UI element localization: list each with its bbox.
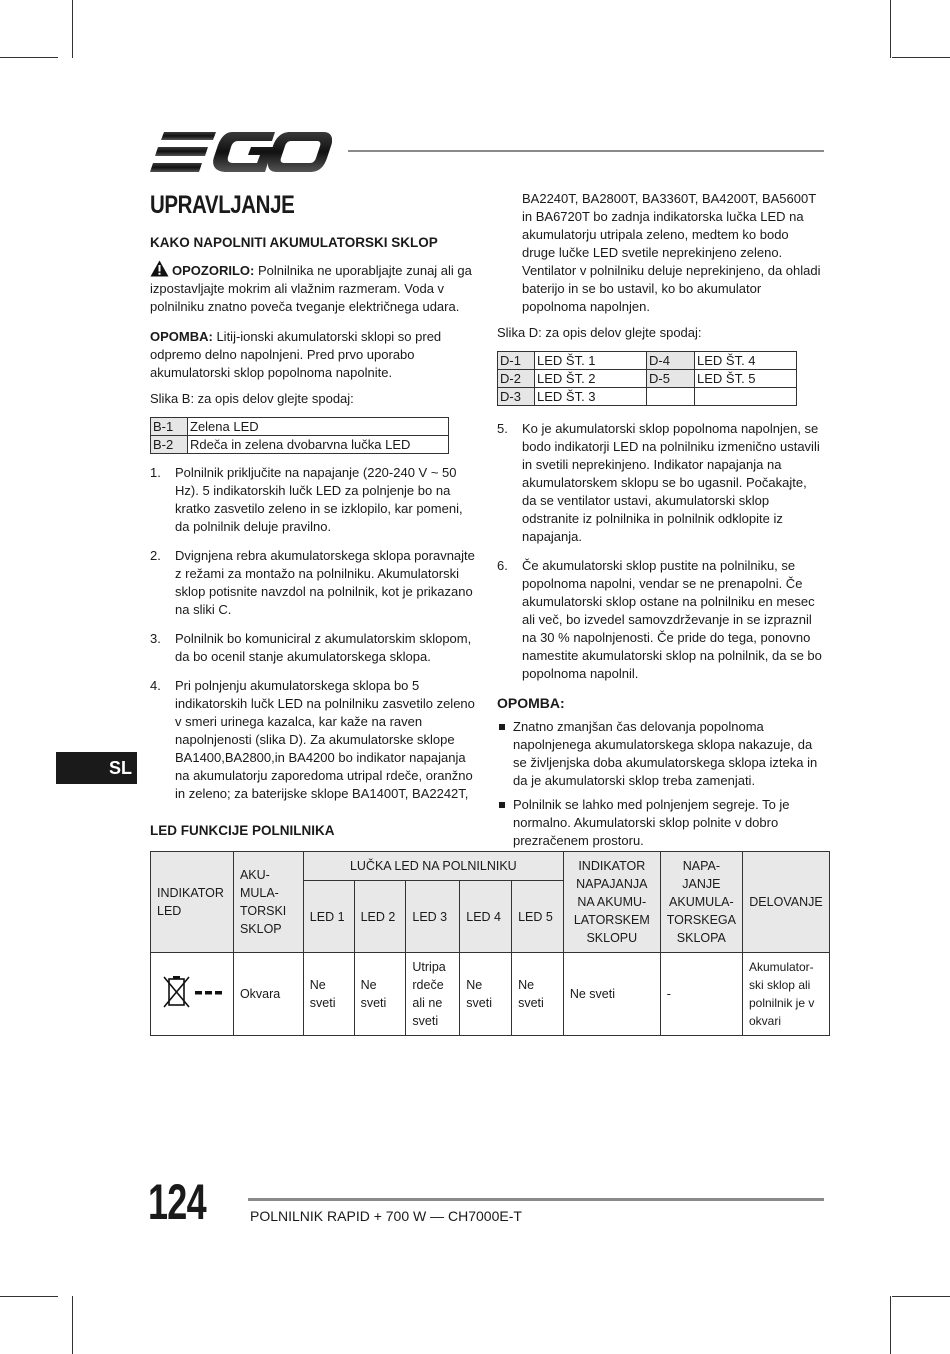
indicator-cell xyxy=(151,953,234,1036)
step-text: Dvignjena rebra akumulatorskega sklopa poravnajte z režami za montažo na polnilniku. Akumulatorski sklop potisnite navzdol na polnilnik, kot je prikazano na sliki C. xyxy=(175,548,475,617)
part-code: D-3 xyxy=(498,388,535,406)
table-row xyxy=(498,370,797,388)
step-text: Polnilnik bo komuniciral z akumulatorskim sklopom, da bo ocenil stanje akumulatorskega sklopa. xyxy=(175,631,472,664)
led2-status: Ne sveti xyxy=(354,953,406,1036)
figure-d-table xyxy=(497,351,797,406)
right-column xyxy=(497,190,822,856)
part-code: D-4 xyxy=(647,352,695,370)
list-item xyxy=(150,630,475,666)
ego-logo xyxy=(150,130,332,174)
part-code: B-2 xyxy=(151,436,188,454)
warning-paragraph xyxy=(150,260,475,316)
step-number: 6. xyxy=(497,558,508,573)
part-code xyxy=(647,388,695,406)
step-text: Polnilnik priključite na napajanje (220-240 V ~ 50 Hz). 5 indikatorskih lučk LED za polnjenje bo na kratko zasvetilo zeleno in se izklopilo, kar pomeni, da polnilnik deluje pravilno. xyxy=(175,465,463,534)
bullet-icon xyxy=(499,802,505,808)
crop-mark xyxy=(892,57,950,58)
power-indicator-status: Ne sveti xyxy=(563,953,660,1036)
table-row xyxy=(151,418,449,436)
warning-triangle-icon xyxy=(150,260,169,277)
list-item xyxy=(497,796,822,850)
part-description: LED ŠT. 4 xyxy=(695,352,797,370)
list-item xyxy=(497,718,822,790)
note-heading: OPOMBA: xyxy=(497,695,565,711)
header-indicator: INDIKATOR LED xyxy=(151,852,234,953)
step-text: Pri polnjenju akumulatorskega sklopa bo 5 indikatorskih lučk LED na polnilniku zasvetilo zeleno v smeri urinega kazalca, kar kaže na raven napolnjenosti (slika D). Za akumulatorske sklope BA1400,BA2800,in BA4200 bo indikator napajanja na akumulatorju zaporedoma utripal rdeče, oranžno in zeleno; za baterijske sklope BA1400T, BA2242T, xyxy=(175,678,475,801)
header-action: DELOVANJE xyxy=(742,852,829,953)
header-led4: LED 4 xyxy=(460,881,512,953)
table-header-row xyxy=(151,852,830,881)
list-item xyxy=(150,677,475,803)
header-power-indicator: INDIKATOR NAPAJANJA NA AKUMU- LATORSKEM SKLOPU xyxy=(563,852,660,953)
list-item xyxy=(150,464,475,536)
list-item xyxy=(150,547,475,619)
page-number: 124 xyxy=(148,1174,206,1230)
section-title: UPRAVLJANJE xyxy=(150,191,295,219)
table-row xyxy=(151,436,449,454)
battery-crossed-icon xyxy=(159,974,225,1010)
footer-text: POLNILNIK RAPID + 700 W — CH7000E-T xyxy=(250,1208,522,1224)
led4-status: Ne sveti xyxy=(460,953,512,1036)
header-supply: NAPA- JANJE AKUMULA- TORSKEGA SKLOPA xyxy=(660,852,742,953)
note-item-text: Polnilnik se lahko med polnjenjem segreje. To je normalno. Akumulatorski sklop polnite v dobro prezračenem prostoru. xyxy=(513,797,790,848)
warning-label: OPOZORILO: xyxy=(172,263,255,278)
part-code: D-5 xyxy=(647,370,695,388)
warning-text: Polnilnika ne uporabljajte zunaj ali ga izpostavljajte mokrim ali vlažnim razmeram. Voda v polnilniku znatno poveča tveganje električnega udara. xyxy=(150,263,472,314)
part-code: B-1 xyxy=(151,418,188,436)
figure-d-caption: Slika D: za opis delov glejte spodaj: xyxy=(497,325,702,340)
bullet-icon xyxy=(499,724,505,730)
crop-mark xyxy=(0,1296,58,1297)
led-table-title: LED FUNKCIJE POLNILNIKA xyxy=(150,823,335,838)
header-charger-leds: LUČKA LED NA POLNILNIKU xyxy=(303,852,563,881)
header-led5: LED 5 xyxy=(512,881,564,953)
part-description: LED ŠT. 2 xyxy=(535,370,647,388)
step-number: 1. xyxy=(150,465,161,480)
note-label: OPOMBA: xyxy=(150,329,213,344)
header-led1: LED 1 xyxy=(303,881,354,953)
note-item-text: Znatno zmanjšan čas delovanja popolnoma napolnjenega akumulatorskega sklopa nakazuje, da se življenjska doba akumulatorskega sklopa izteka in da je akumulatorski sklop treba zamenjati. xyxy=(513,719,818,788)
battery-status: Okvara xyxy=(233,953,303,1036)
step-number: 5. xyxy=(497,421,508,436)
action-text: Akumulator- ski sklop ali polnilnik je v okvari xyxy=(742,953,829,1036)
part-description: Zelena LED xyxy=(188,418,449,436)
crop-mark xyxy=(72,0,73,58)
steps-list-right xyxy=(497,420,822,683)
part-description: Rdeča in zelena dvobarvna lučka LED xyxy=(188,436,449,454)
step-number: 3. xyxy=(150,631,161,646)
part-description xyxy=(695,388,797,406)
crop-mark xyxy=(890,0,891,58)
header-led2: LED 2 xyxy=(354,881,406,953)
part-code: D-2 xyxy=(498,370,535,388)
charging-subheading: KAKO NAPOLNITI AKUMULATORSKI SKLOP xyxy=(150,235,438,250)
list-item xyxy=(497,420,822,546)
header-rule xyxy=(348,150,824,152)
step-number: 4. xyxy=(150,678,161,693)
crop-mark xyxy=(72,1296,73,1354)
step-number: 2. xyxy=(150,548,161,563)
left-column xyxy=(150,190,475,814)
part-description: LED ŠT. 5 xyxy=(695,370,797,388)
steps-list-left xyxy=(150,464,475,803)
table-row xyxy=(151,953,830,1036)
crop-mark xyxy=(892,1296,950,1297)
supply-status: - xyxy=(660,953,742,1036)
part-description: LED ŠT. 1 xyxy=(535,352,647,370)
step-text: Če akumulatorski sklop pustite na polnilniku, se popolnoma napolni, vendar se ne prenapolni. Če akumulatorski sklop ostane na polnilniku en mesec ali več, bo izvedel samovzdrževanje in se izpraznil na 30 % napolnjenosti. Če pride do tega, ponovno namestite akumulatorski sklop na polnilnik, da se bo popolnoma napolnil. xyxy=(522,558,822,681)
header-battery: AKU- MULA- TORSKI SKLOP xyxy=(233,852,303,953)
led1-status: Ne sveti xyxy=(303,953,354,1036)
table-row xyxy=(498,388,797,406)
figure-b-caption: Slika B: za opis delov glejte spodaj: xyxy=(150,391,354,406)
led3-status: Utripa rdeče ali ne sveti xyxy=(406,953,460,1036)
crop-mark xyxy=(0,57,58,58)
figure-b-table xyxy=(150,417,449,454)
header-led3: LED 3 xyxy=(406,881,460,953)
part-code: D-1 xyxy=(498,352,535,370)
list-item xyxy=(497,557,822,683)
table-row xyxy=(498,352,797,370)
step-4-continued: BA2240T, BA2800T, BA3360T, BA4200T, BA5600T in BA6720T bo zadnja indikatorska lučka LED na akumulatorju utripala zeleno, medtem ko bodo druge lučke LED svetile neprekinjeno zeleno. Ventilator v polnilniku deluje neprekinjeno, da ohladi baterijo in se bo ustavil, ko bo akumulator popolnoma napolnjen. xyxy=(522,191,821,314)
note-text: Litij-ionski akumulatorski sklopi so pred odpremo delno napolnjeni. Pred prvo uporabo akumulatorski sklop popolnoma napolnite. xyxy=(150,329,442,380)
note-paragraph xyxy=(150,328,475,382)
step-text: Ko je akumulatorski sklop popolnoma napolnjen, se bodo indikatorji LED na polnilniku izmenično ustavili in svetili neprekinjeno. Indikator napajanja na akumulatorskem sklopu se bo ugasnil. Počakajte, da se ventilator ustavi, akumulatorski sklop odstranite iz polnilnika in polnilnik odklopite iz napajanja. xyxy=(522,421,820,544)
crop-mark xyxy=(890,1296,891,1354)
led-functions-table xyxy=(150,851,830,1036)
language-tab: SL xyxy=(56,752,137,784)
led5-status: Ne sveti xyxy=(512,953,564,1036)
notes-list xyxy=(497,718,822,850)
part-description: LED ŠT. 3 xyxy=(535,388,647,406)
footer-rule xyxy=(248,1198,824,1201)
